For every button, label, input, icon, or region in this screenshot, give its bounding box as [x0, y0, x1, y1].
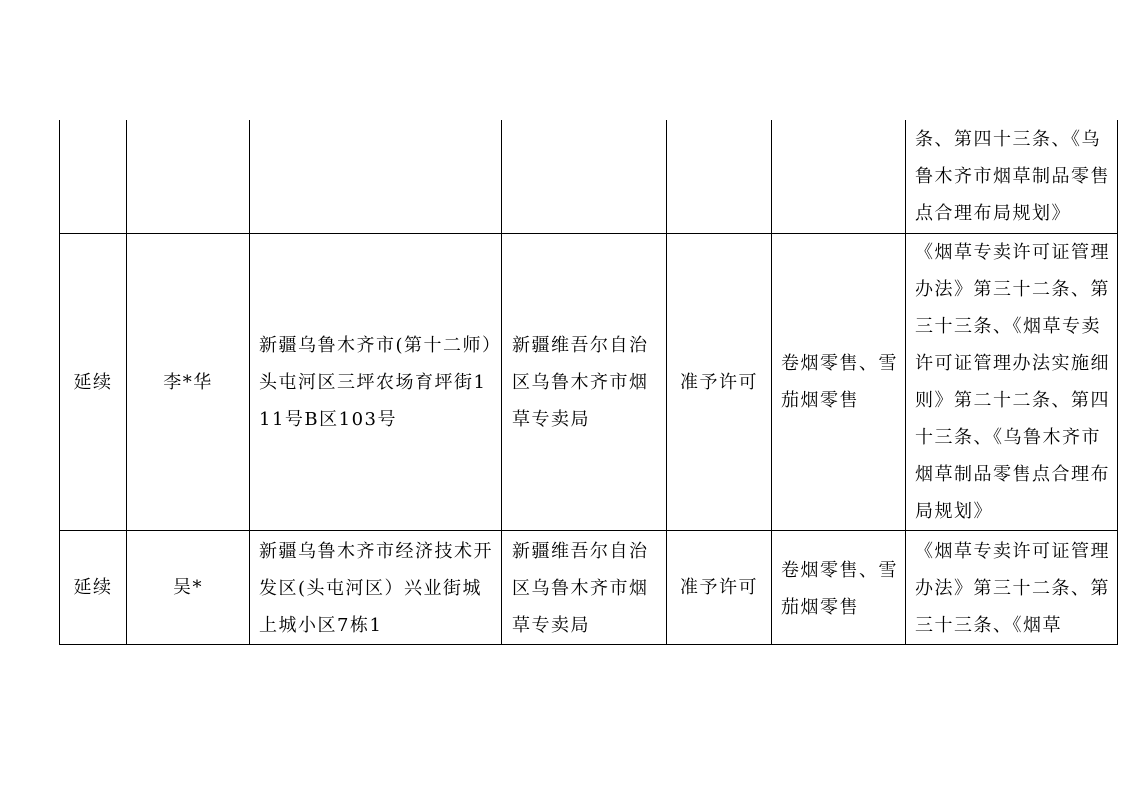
decision-cell: [667, 120, 772, 234]
name-text: 李*华: [163, 371, 213, 393]
scope-cell: [772, 234, 906, 531]
table-row: [60, 531, 1118, 645]
address-text: 新疆乌鲁木齐市(第十二师）头屯河区三坪农场育坪街111号B区103号: [259, 334, 493, 430]
type-text: 延续: [73, 371, 113, 393]
authority-cell: [502, 531, 667, 645]
scope-text: 卷烟零售、雪茄烟零售: [781, 353, 898, 411]
scope-text: 卷烟零售、雪茄烟零售: [781, 559, 898, 618]
type-text: 延续: [73, 577, 113, 598]
authority-cell: [502, 234, 667, 531]
decision-text: 准予许可: [680, 371, 758, 393]
basis-text: 《烟草专卖许可证管理办法》第三十二条、第三十三条、《烟草: [915, 541, 1110, 636]
name-cell: [127, 531, 250, 645]
address-cell: [250, 120, 502, 234]
decision-cell: [667, 531, 772, 645]
table-row: [60, 120, 1118, 234]
basis-cell: [906, 120, 1118, 234]
authority-text: 新疆维吾尔自治区乌鲁木齐市烟草专卖局: [512, 334, 649, 430]
name-text: 吴*: [173, 577, 203, 598]
type-cell: [60, 120, 127, 234]
license-table: [59, 120, 1118, 645]
type-cell: [60, 234, 127, 531]
basis-text: 《烟草专卖许可证管理办法》第三十二条、第三十三条、《烟草专卖许可证管理办法实施细则》第二十二条、第四十三条、《乌鲁木齐市烟草制品零售点合理布局规划》: [915, 242, 1110, 522]
address-cell: [250, 234, 502, 531]
basis-text: 条、第四十三条、《乌鲁木齐市烟草制品零售点合理布局规划》: [915, 129, 1110, 224]
address-cell: [250, 531, 502, 645]
basis-cell: [906, 234, 1118, 531]
authority-cell: [502, 120, 667, 234]
name-cell: [127, 234, 250, 531]
name-cell: [127, 120, 250, 234]
basis-cell: [906, 531, 1118, 645]
scope-cell: [772, 531, 906, 645]
type-cell: [60, 531, 127, 645]
scope-cell: [772, 120, 906, 234]
decision-cell: [667, 234, 772, 531]
table-row: [60, 234, 1118, 531]
address-text: 新疆乌鲁木齐市经济技术开发区(头屯河区）兴业街城上城小区7栋1: [259, 541, 493, 636]
decision-text: 准予许可: [680, 577, 758, 598]
authority-text: 新疆维吾尔自治区乌鲁木齐市烟草专卖局: [512, 541, 649, 636]
